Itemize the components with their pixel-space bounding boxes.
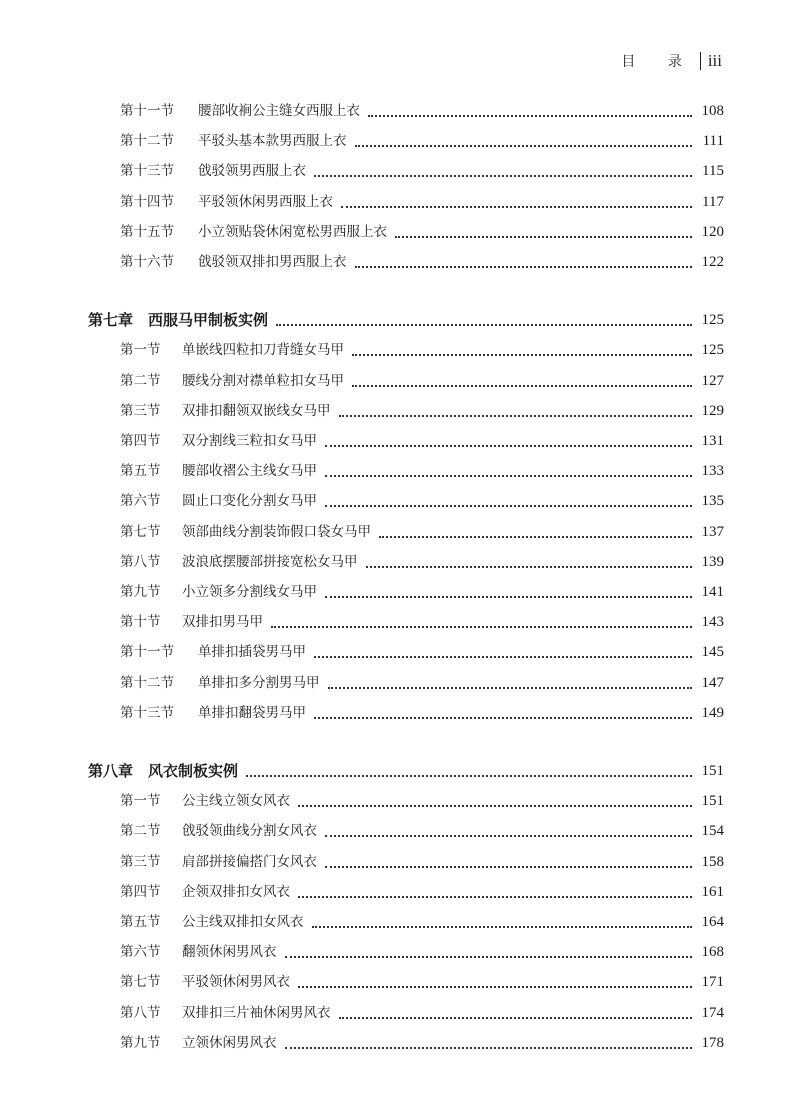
toc-section-entry[interactable]: [120, 672, 724, 694]
toc-entry-number: 第五节: [120, 463, 161, 480]
toc-entry-number: 第八章: [88, 762, 134, 780]
toc-dot-leader: [285, 954, 693, 958]
toc-entry-number: 第一节: [120, 342, 161, 359]
toc-page-number: 108: [701, 103, 724, 119]
toc-entry-number: 第十二节: [120, 133, 174, 150]
toc-entry-number: 第七节: [120, 974, 161, 991]
toc-entry-number: 第十三节: [120, 704, 174, 721]
toc-page-number: 131: [701, 433, 724, 449]
toc-section-entry[interactable]: [120, 702, 724, 724]
toc-entry-title: 戗驳领双排扣男西服上衣: [198, 254, 347, 270]
toc-section-entry[interactable]: [120, 460, 724, 482]
toc-entry-number: 第二节: [120, 823, 161, 840]
toc-section-entry[interactable]: [120, 130, 724, 152]
toc-entry-number: 第十二节: [120, 674, 174, 691]
toc-entry-number: 第六节: [120, 493, 161, 510]
toc-entry-number: 第十一节: [120, 644, 174, 661]
header-divider: [700, 52, 701, 70]
toc-dot-leader: [285, 1045, 693, 1049]
toc-section-entry[interactable]: [120, 490, 724, 512]
toc-section-entry[interactable]: [120, 1032, 724, 1054]
toc-page-number: 137: [701, 523, 724, 540]
toc-dot-leader: [298, 803, 692, 807]
toc-dot-leader: [339, 1015, 693, 1019]
toc-entry-title: 肩部拼接偏搭门女风衣: [182, 853, 317, 870]
toc-dot-leader: [325, 864, 692, 868]
toc-entry-title: 单排扣翻袋男马甲: [198, 704, 306, 721]
toc-dot-leader: [298, 984, 692, 988]
toc-entry-title: 腰线分割对襟单粒扣女马甲: [182, 372, 344, 389]
toc-entry-number: 第九节: [120, 584, 161, 600]
toc-chapter-entry[interactable]: [88, 760, 724, 782]
toc-dot-leader: [271, 624, 692, 628]
toc-entry-title: 单排扣插袋男马甲: [198, 644, 306, 661]
toc-entry-number: 第十节: [120, 614, 161, 631]
toc-dot-leader: [298, 894, 692, 898]
toc-entry-title: 翻领休闲男风衣: [182, 944, 277, 961]
toc-page-number: 151: [701, 793, 724, 810]
toc-section-entry[interactable]: [120, 820, 724, 842]
toc-dot-leader: [328, 685, 693, 689]
header-title: 目 录: [621, 54, 696, 70]
toc-section-entry[interactable]: [120, 790, 724, 812]
toc-page-number: 174: [701, 1004, 724, 1021]
toc-section-entry[interactable]: [120, 611, 724, 633]
toc-entry-title: 圆止口变化分割女马甲: [182, 493, 317, 510]
toc-page-number: 141: [701, 584, 724, 600]
toc-entry-number: 第七节: [120, 523, 161, 540]
toc-page-number: 122: [701, 254, 724, 270]
toc-page-number: 145: [701, 644, 724, 661]
toc-entry-title: 双排扣男马甲: [182, 614, 263, 631]
toc-dot-leader: [339, 413, 693, 417]
toc-dot-leader: [325, 473, 692, 477]
toc-page-number: 133: [701, 463, 724, 480]
toc-page-number: 158: [701, 853, 724, 870]
toc-entry-title: 企领双排扣女风衣: [182, 883, 290, 900]
toc-entry-title: 双排扣翻领双嵌线女马甲: [182, 402, 331, 419]
toc-page-number: 111: [702, 133, 724, 150]
toc-page-number: 139: [701, 553, 724, 570]
toc-entry-number: 第十五节: [120, 223, 174, 240]
toc-section-entry[interactable]: [120, 191, 724, 213]
toc-entry-title: 双分割线三粒扣女马甲: [182, 433, 317, 449]
toc-entry-number: 第四节: [120, 883, 161, 900]
toc-entry-number: 第十三节: [120, 163, 174, 180]
toc-entry-title: 平驳领休闲男西服上衣: [198, 193, 333, 210]
toc-entry-title: 单嵌线四粒扣刀背缝女马甲: [182, 342, 344, 359]
toc-section-entry[interactable]: [120, 551, 724, 573]
toc-dot-leader: [325, 443, 692, 447]
toc-dot-leader: [314, 654, 692, 658]
toc-dot-leader: [325, 503, 692, 507]
toc-entry-title: 领部曲线分割装饰假口袋女马甲: [182, 523, 371, 540]
toc-section-entry[interactable]: [120, 911, 724, 933]
toc-section-entry[interactable]: [120, 641, 724, 663]
toc-entry-number: 第十一节: [120, 103, 174, 119]
toc-page-number: 117: [702, 193, 724, 210]
header-page-number: iii: [707, 51, 722, 70]
toc-section-entry[interactable]: [120, 941, 724, 963]
toc-page-number: 120: [701, 223, 724, 240]
toc-section-entry[interactable]: [120, 160, 724, 182]
toc-dot-leader: [368, 113, 692, 117]
toc-section-entry[interactable]: [120, 339, 724, 361]
toc-page-number: 164: [701, 914, 724, 930]
toc-section-entry[interactable]: [120, 971, 724, 993]
toc-page-number: 147: [701, 674, 724, 691]
toc-entry-number: 第五节: [120, 914, 161, 930]
toc-section-entry[interactable]: [120, 1002, 724, 1024]
toc-entry-title: 公主线双排扣女风衣: [182, 914, 304, 930]
toc-entry-title: 西服马甲制板实例: [148, 311, 269, 330]
toc-entry-number: 第十四节: [120, 193, 174, 210]
toc-entry-title: 双排扣三片袖休闲男风衣: [182, 1004, 331, 1021]
toc-page-number: 125: [701, 342, 724, 359]
toc-entry-title: 单排扣多分割男马甲: [198, 674, 320, 691]
toc-section-entry[interactable]: [120, 521, 724, 543]
toc-page-number: 135: [701, 493, 724, 510]
toc-dot-leader: [379, 534, 692, 538]
toc-section-entry[interactable]: [120, 221, 724, 243]
toc-page-number: 154: [701, 823, 724, 840]
toc-dot-leader: [355, 264, 693, 268]
toc-entry-title: 戗驳领男西服上衣: [198, 163, 306, 180]
toc-entry-number: 第一节: [120, 793, 161, 810]
toc-section-entry[interactable]: [120, 430, 724, 452]
toc-page-number: 171: [701, 974, 724, 991]
toc-dot-leader: [246, 773, 692, 777]
toc-entry-number: 第二节: [120, 372, 161, 389]
toc-dot-leader: [341, 204, 692, 208]
toc-dot-leader: [352, 383, 692, 387]
toc-page-number: 161: [701, 883, 724, 900]
toc-page-number: 178: [701, 1034, 724, 1051]
toc-entry-number: 第八节: [120, 553, 161, 570]
toc-entry-title: 小立领贴袋休闲宽松男西服上衣: [198, 223, 387, 240]
toc-dot-leader: [312, 924, 693, 928]
toc-dot-leader: [355, 143, 693, 147]
toc-section-entry[interactable]: [120, 881, 724, 903]
toc-entry-title: 平驳领休闲男风衣: [182, 974, 290, 991]
toc-chapter-entry[interactable]: [88, 309, 724, 331]
toc-dot-leader: [395, 234, 692, 238]
toc-section-entry[interactable]: [120, 251, 724, 273]
toc-dot-leader: [325, 594, 692, 598]
toc-entry-number: 第三节: [120, 402, 161, 419]
toc-dot-leader: [325, 833, 692, 837]
toc-entry-title: 平驳头基本款男西服上衣: [198, 133, 347, 150]
toc-section-entry[interactable]: [120, 370, 724, 392]
toc-page-number: 129: [701, 402, 724, 419]
toc-page-number: 168: [701, 944, 724, 961]
toc-page-number: 143: [701, 614, 724, 631]
toc-section-entry[interactable]: [120, 581, 724, 603]
toc-dot-leader: [314, 715, 692, 719]
toc-page-number: 149: [701, 704, 724, 721]
toc-entry-number: 第七章: [88, 311, 134, 330]
toc-entry-title: 腰部收褶公主线女马甲: [182, 463, 317, 480]
toc-entry-title: 戗驳领曲线分割女风衣: [182, 823, 317, 840]
toc-entry-number: 第九节: [120, 1034, 161, 1051]
toc-page-number: 127: [701, 372, 724, 389]
toc-entry-title: 波浪底摆腰部拼接宽松女马甲: [182, 553, 358, 570]
toc-dot-leader: [314, 173, 692, 177]
toc-dot-leader: [276, 322, 692, 326]
toc-entry-title: 风衣制板实例: [148, 762, 239, 780]
toc-entry-number: 第十六节: [120, 254, 174, 270]
toc-dot-leader: [366, 564, 693, 568]
toc-section-entry[interactable]: [120, 400, 724, 422]
running-header: [621, 50, 722, 72]
toc-section-entry[interactable]: [120, 100, 724, 122]
toc-dot-leader: [352, 352, 692, 356]
toc-section-entry[interactable]: [120, 851, 724, 873]
toc-entry-number: 第四节: [120, 433, 161, 449]
toc-page-number: 115: [702, 163, 724, 180]
toc-entry-title: 立领休闲男风衣: [182, 1034, 277, 1051]
toc-entry-number: 第六节: [120, 944, 161, 961]
toc-page-number: 151: [701, 763, 724, 779]
toc-entry-number: 第八节: [120, 1004, 161, 1021]
toc-entry-title: 腰部收裥公主缝女西服上衣: [198, 103, 360, 119]
toc-entry-title: 公主线立领女风衣: [182, 793, 290, 810]
toc-entry-title: 小立领多分割线女马甲: [182, 584, 317, 600]
toc-entry-number: 第三节: [120, 853, 161, 870]
toc-page-number: 125: [701, 312, 724, 329]
